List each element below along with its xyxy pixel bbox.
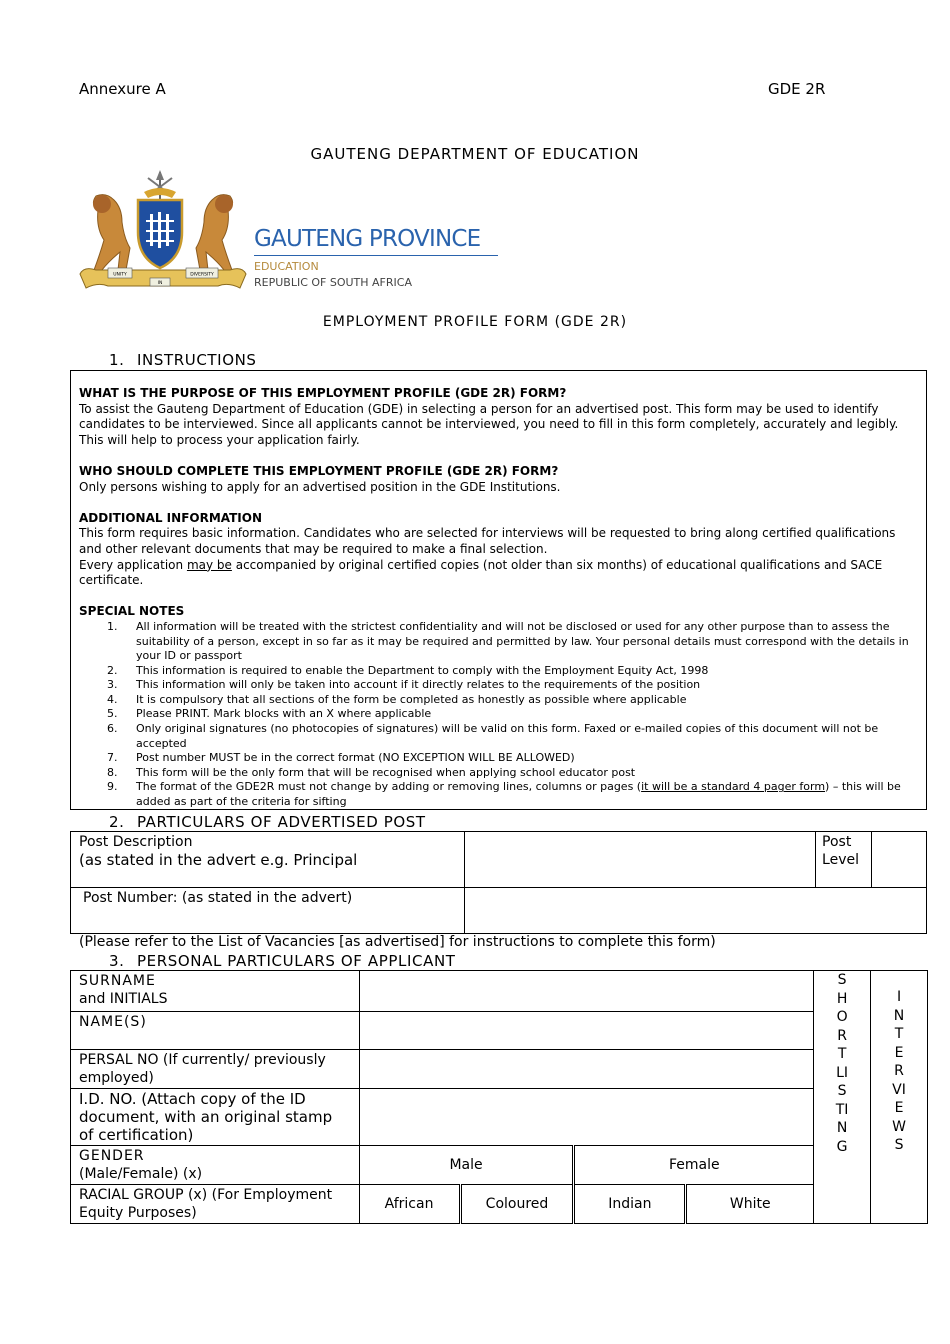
racial-group-label: RACIAL GROUP (x) (For Employment Equity Purposes)	[71, 1185, 360, 1224]
special-note-item: 9. The format of the GDE2R must not change by adding or removing lines, columns or pages (it will be a standard 4 pager form) – this will be added as part of the criteria for sifting	[107, 780, 901, 809]
refer-note: (Please refer to the List of Vacancies [as advertised] for instructions to complete this form)	[79, 934, 716, 950]
persal-label: PERSAL NO (If currently/ previously employed)	[71, 1050, 360, 1089]
form-code: GDE 2R	[768, 80, 826, 98]
section1-title: INSTRUCTIONS	[137, 351, 257, 369]
id-number-field[interactable]	[359, 1089, 814, 1146]
special-note-item: 3. This information will only be taken into account if it directly relates to the requirements of the position	[107, 678, 701, 692]
who-heading: WHO SHOULD COMPLETE THIS EMPLOYMENT PROFILE (GDE 2R) FORM?	[79, 463, 559, 478]
section2-title: PARTICULARS OF ADVERTISED POST	[137, 813, 426, 831]
motto-in: IN	[157, 281, 163, 286]
gender-female-option[interactable]: Female	[574, 1146, 814, 1185]
section2-number: 2.	[109, 813, 125, 831]
surname-field[interactable]	[359, 971, 814, 1012]
province-underline	[254, 255, 498, 256]
special-note-item: 7. Post number MUST be in the correct format (NO EXCEPTION WILL BE ALLOWED)	[107, 751, 575, 765]
purpose-heading: WHAT IS THE PURPOSE OF THIS EMPLOYMENT PROFILE (GDE 2R) FORM?	[79, 386, 567, 400]
post-level-label: Post Level	[816, 832, 872, 888]
post-description-field[interactable]	[464, 832, 816, 888]
special-note-item: 5. Please PRINT. Mark blocks with an X where applicable	[107, 707, 432, 721]
instructions-box	[70, 370, 927, 810]
shortlisting-column: SHORTLISTING	[814, 971, 871, 1224]
annexure-label: Annexure A	[79, 80, 166, 98]
special-note-item: 6. Only original signatures (no photocopies of signatures) will be valid on this form. Faxed or e-mailed copies of this document will not be accepted	[107, 722, 879, 750]
post-number-field[interactable]	[464, 888, 926, 934]
special-note-item: 8. This form will be the only form that will be recognised when applying school educator post	[107, 765, 636, 779]
additional-text: This form requires basic information. Candidates who are selected for interviews will be requested to bring along certified qualifications and other relevant documents that may be required to make a final selection.	[79, 526, 896, 556]
surname-label: SURNAME and INITIALS	[71, 971, 360, 1012]
special-note-item: 2. This information is required to enable the Department to comply with the Employment Equity Act, 1998	[107, 663, 709, 677]
gender-label: GENDER (Male/Female) (x)	[71, 1146, 360, 1185]
post-description-label: Post Description (as stated in the advert e.g. Principal	[71, 832, 465, 888]
who-text: Only persons wishing to apply for an advertised position in the GDE Institutions.	[79, 479, 561, 494]
coat-of-arms-logo	[78, 170, 248, 294]
gender-male-option[interactable]: Male	[359, 1146, 574, 1185]
section3-number: 3.	[109, 952, 125, 970]
race-white-option[interactable]: White	[686, 1185, 814, 1224]
logo-education-label: EDUCATION	[254, 260, 319, 273]
names-field[interactable]	[359, 1012, 814, 1050]
post-number-label: Post Number: (as stated in the advert)	[71, 888, 465, 934]
special-note-item: 1. All information will be treated with the strictest confidentiality and will not be disclosed or used for any other purpose than to assess the suitability of a person, except in so far as it may be required and permitted by law. Your personal details must correspond with the details in your ID or passport	[107, 619, 909, 663]
logo-republic-label: REPUBLIC OF SOUTH AFRICA	[254, 276, 412, 289]
persal-field[interactable]	[359, 1050, 814, 1089]
special-note-item: 4. It is compulsory that all sections of the form be completed as honestly as possible where applicable	[107, 692, 687, 706]
post-level-field[interactable]	[872, 832, 927, 888]
form-title: EMPLOYMENT PROFILE FORM (GDE 2R)	[322, 314, 628, 330]
special-notes-list	[79, 620, 918, 810]
id-number-label: I.D. NO. (Attach copy of the ID document, with an original stamp of certification)	[71, 1089, 360, 1146]
race-coloured-option[interactable]: Coloured	[460, 1185, 574, 1224]
names-label: NAME(S)	[71, 1012, 360, 1050]
purpose-text: To assist the Gauteng Department of Education (GDE) in selecting a person for an advertised post. This form may be used to identify candidates to be interviewed. Since all applicants cannot be interviewed, you need to fill in this form completely, accurately and legibly. This will help to process your application fairly.	[79, 401, 899, 447]
personal-particulars-table	[70, 970, 928, 1224]
motto-diversity: DIVERSITY	[190, 272, 214, 278]
province-name: GAUTENG PROVINCE	[254, 226, 481, 252]
additional-heading: ADDITIONAL INFORMATION	[79, 510, 263, 525]
special-notes-heading: SPECIAL NOTES	[79, 604, 185, 619]
section3-title: PERSONAL PARTICULARS OF APPLICANT	[137, 952, 456, 970]
section1-number: 1.	[109, 351, 125, 369]
race-african-option[interactable]: African	[359, 1185, 460, 1224]
advertised-post-table	[70, 831, 927, 934]
interviews-column: INTERVIEWS	[871, 971, 928, 1224]
every-application-text: Every application may be accompanied by original certified copies (not older than six months) of educational qualifications and SACE certificate.	[79, 557, 883, 588]
department-title: GAUTENG DEPARTMENT OF EDUCATION	[310, 145, 640, 163]
motto-unity: UNITY	[113, 272, 127, 278]
race-indian-option[interactable]: Indian	[574, 1185, 686, 1224]
